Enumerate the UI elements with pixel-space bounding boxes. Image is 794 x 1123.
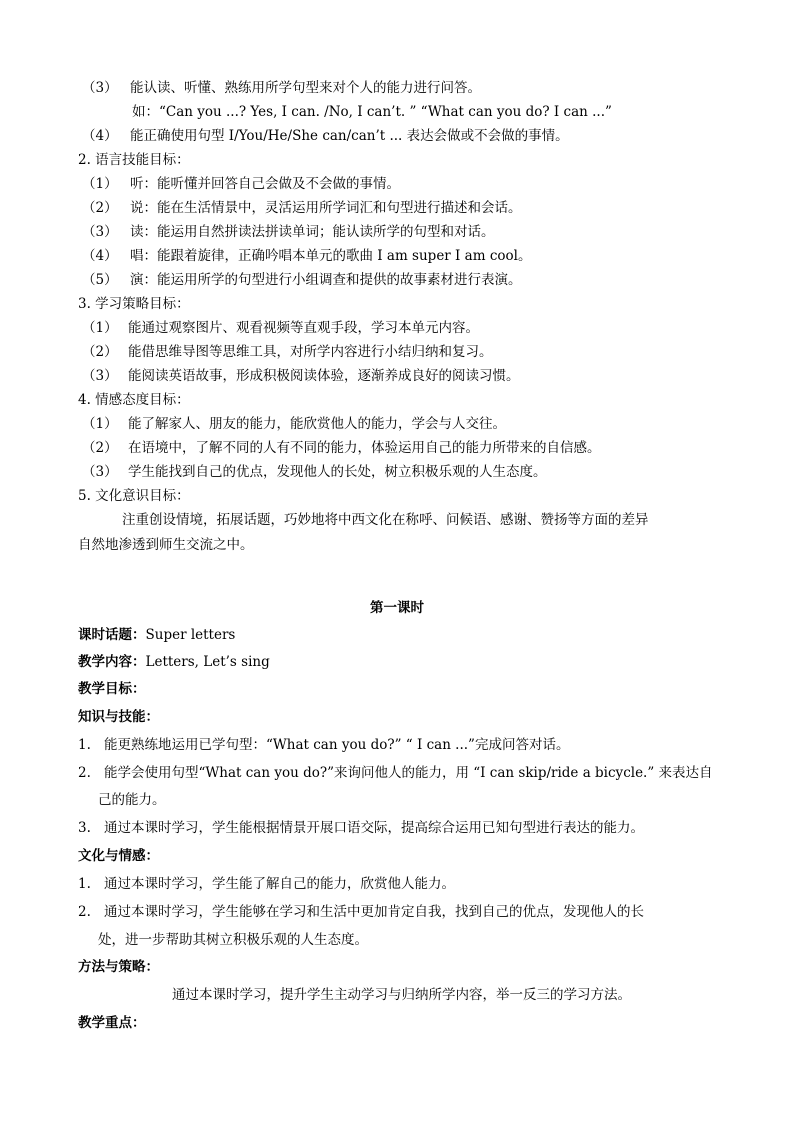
knowledge-item (78, 764, 713, 782)
content-value: Letters, Let’s sing (145, 654, 270, 670)
strategy-heading: 3. 学习策略目标： (78, 296, 190, 312)
knowledge-item (78, 736, 569, 754)
item-number: （1） (82, 320, 118, 336)
item-number: （3） (82, 224, 118, 240)
topic-value: Super letters (145, 627, 236, 643)
emotion-item-continuation: 处，进一步帮助其树立积极乐观的人生态度。 (98, 932, 368, 948)
skills-item (82, 223, 495, 241)
item-text: 能阅读英语故事，形成积极阅读体验，逐渐养成良好的阅读习惯。 (128, 368, 520, 384)
method-text: 通过本课时学习，提升学生主动学习与归纳所学内容，举一反三的学习方法。 (172, 987, 631, 1003)
item-number: （3） (82, 464, 118, 480)
item-text: 通过本课时学习，学生能够在学习和生活中更加肯定自我，找到自己的优点，发现他人的长 (104, 904, 644, 920)
attitude-item (82, 463, 547, 481)
item-number: （2） (82, 344, 118, 360)
culture-heading: 5. 文化意识目标： (78, 488, 190, 504)
emotion-item (78, 903, 644, 921)
item-number: （2） (82, 200, 118, 216)
item-number: 1. (78, 737, 91, 753)
item-text: 能认读、听懂、熟练用所学句型来对个人的能力进行问答。 (130, 80, 481, 96)
item-number: （1） (82, 176, 118, 192)
item-text: 能借思维导图等思维工具，对所学内容进行小结归纳和复习。 (128, 344, 493, 360)
item-number: 3. (78, 820, 91, 836)
objective-item-4 (82, 127, 569, 145)
method-label: 方法与策略： (78, 959, 159, 975)
item-number: （5） (82, 272, 118, 288)
attitude-heading: 4. 情感态度目标： (78, 392, 190, 408)
skills-item (82, 271, 522, 289)
item-text: 通过本课时学习，学生能了解自己的能力，欣赏他人能力。 (104, 876, 455, 892)
skills-item (82, 247, 531, 265)
item-text: 学生能找到自己的优点，发现他人的长处，树立积极乐观的人生态度。 (128, 464, 547, 480)
item-text: 演：能运用所学的句型进行小组调查和提供的故事素材进行表演。 (130, 272, 522, 288)
item-text: 通过本课时学习，学生能根据情景开展口语交际，提高综合运用已知句型进行表达的能力。 (104, 820, 644, 836)
item-text: 读：能运用自然拼读法拼读单词；能认读所学的句型和对话。 (130, 224, 495, 240)
culture-paragraph-line-1: 注重创设情境，拓展话题，巧妙地将中西文化在称呼、问候语、感谢、赞扬等方面的差异 (122, 512, 649, 528)
item-text: 说：能在生活情景中，灵活运用所学词汇和句型进行描述和会话。 (130, 200, 522, 216)
skills-heading: 2. 语言技能目标： (78, 152, 190, 168)
attitude-item (82, 415, 506, 433)
emotion-item (78, 875, 455, 893)
topic-label: 课时话题： (78, 627, 146, 643)
item-number: 2. (78, 765, 91, 781)
knowledge-label: 知识与技能： (78, 709, 159, 725)
topic-line (78, 626, 235, 644)
item-text: 能通过观察图片、观看视频等直观手段，学习本单元内容。 (128, 320, 479, 336)
item-number: （3） (82, 368, 118, 384)
lesson-title: 第一课时 (370, 600, 424, 616)
item-text: 能学会使用句型“What can you do?”来询问他人的能力，用 “I can skip/ride a bicycle.” 来表达自 (104, 765, 713, 781)
item-number: 1. (78, 876, 91, 892)
content-label: 教学内容： (78, 654, 146, 670)
item-number: （2） (82, 440, 118, 456)
item-text: 在语境中，了解不同的人有不同的能力，体验运用自己的能力所带来的自信感。 (128, 440, 601, 456)
item-text: 唱：能跟着旋律，正确吟唱本单元的歌曲 I am super I am cool。 (130, 248, 532, 264)
item-text: 能正确使用句型 I/You/He/She can/can’t ... 表达会做或不会做的事情。 (130, 128, 569, 144)
example-line: 如：“Can you ...? Yes, I can. /No, I can’t. ” “What can you do? I can ...” (132, 104, 612, 120)
content-line (78, 653, 270, 671)
item-number: （1） (82, 416, 118, 432)
focus-label: 教学重点： (78, 1015, 146, 1031)
item-number: （4） (82, 128, 118, 144)
item-text: 能了解家人、朋友的能力，能欣赏他人的能力，学会与人交往。 (128, 416, 506, 432)
skills-item (82, 199, 522, 217)
item-text: 听：能听懂并回答自己会做及不会做的事情。 (130, 176, 400, 192)
objective-item-3 (82, 79, 481, 97)
item-number: 2. (78, 904, 91, 920)
goals-label: 教学目标： (78, 681, 146, 697)
attitude-item (82, 439, 601, 457)
strategy-item (82, 319, 479, 337)
strategy-item (82, 367, 520, 385)
skills-item (82, 175, 400, 193)
culture-paragraph-line-2: 自然地渗透到师生交流之中。 (78, 537, 254, 553)
knowledge-item (78, 819, 644, 837)
knowledge-item-continuation: 己的能力。 (98, 792, 166, 808)
item-number: （3） (82, 80, 118, 96)
strategy-item (82, 343, 493, 361)
item-number: （4） (82, 248, 118, 264)
emotion-label: 文化与情感： (78, 848, 159, 864)
item-text: 能更熟练地运用已学句型：“What can you do?” “ I can ...”完成问答对话。 (104, 737, 570, 753)
